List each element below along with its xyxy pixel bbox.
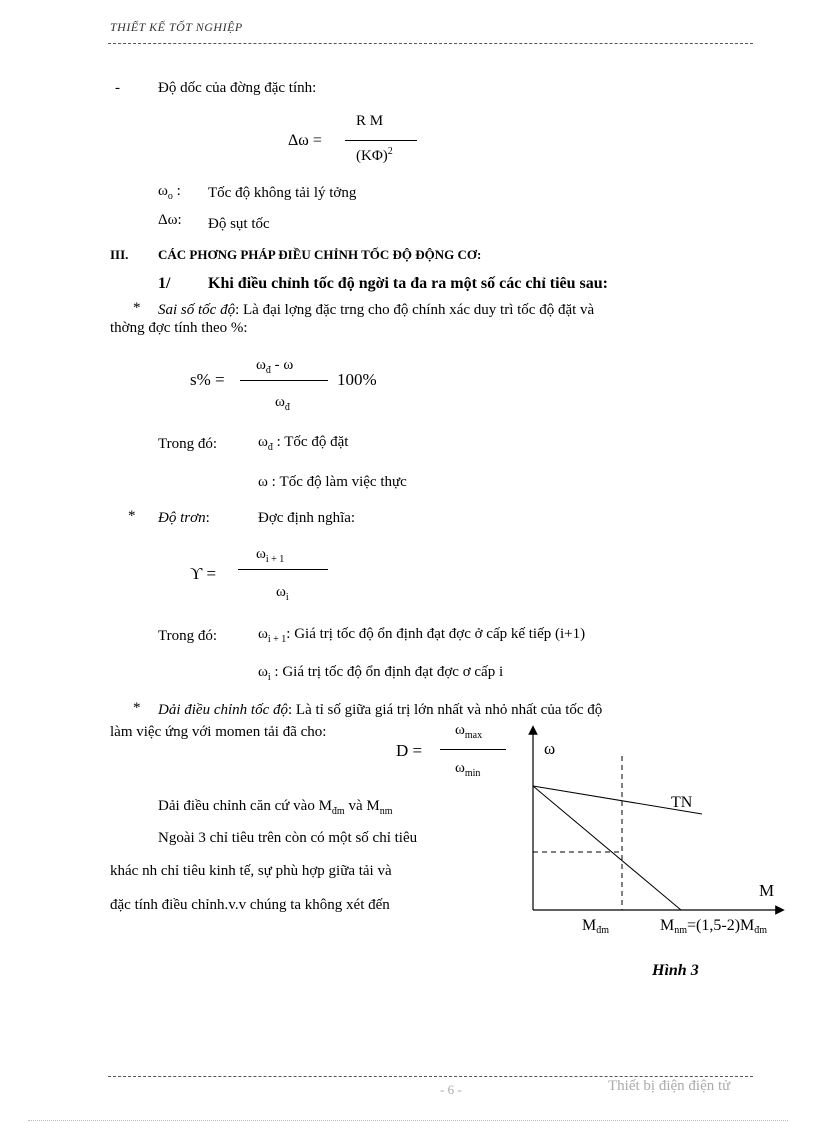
error-rhs: 100% xyxy=(337,370,377,389)
error-def-1-text: : Tốc độ đặt xyxy=(272,434,349,450)
section-title: CÁC PHƠNG PHÁP ĐIỀU CHỈNH TỐC ĐỘ ĐỘNG CƠ: xyxy=(158,247,482,262)
smooth-def-2-sub: i xyxy=(267,672,271,683)
error-fraction-line xyxy=(240,380,328,381)
smooth-where: Trong đó: xyxy=(158,628,218,644)
range-den-sub: min xyxy=(464,768,481,779)
range-den-sym: ω xyxy=(455,760,465,776)
error-def-1 xyxy=(258,434,348,453)
mnm-label-rest-sub: đm xyxy=(754,925,768,936)
smooth-denominator xyxy=(276,584,289,603)
error-den-sym: ω xyxy=(275,394,285,410)
def-omega0-sym: ω xyxy=(158,183,168,199)
range-num-sym: ω xyxy=(455,722,465,738)
error-text2: thờng đợc tính theo %: xyxy=(110,320,248,336)
error-text1: : Là đại lợng đặc trng cho độ chính xác duy trì tốc độ đặt và xyxy=(235,302,595,318)
slope-den-exp: 2 xyxy=(387,146,393,157)
footer-rule xyxy=(108,1076,753,1077)
para-line4: đặc tính điều chỉnh.v.v chúng ta không xét đến xyxy=(110,897,390,913)
para-p1-mid: và M xyxy=(344,798,380,814)
def-deltaomega xyxy=(158,212,182,229)
subsection-title: Khi điều chỉnh tốc độ ngời ta đa ra một số các chỉ tiêu sau: xyxy=(208,275,608,292)
range-num-sub: max xyxy=(464,730,483,741)
def-omega0-text: Tốc độ không tải lý tởng xyxy=(208,185,357,201)
slope-fraction-line xyxy=(345,140,417,141)
def-deltaomega-sym: Δω xyxy=(158,212,178,228)
error-line1 xyxy=(158,302,594,319)
section-number: III. xyxy=(110,247,129,262)
error-lhs: s% = xyxy=(190,370,225,389)
range-denominator xyxy=(455,760,480,779)
smooth-def-2 xyxy=(258,664,503,683)
def-deltaomega-text: Độ sụt tốc xyxy=(208,216,270,232)
range-numerator xyxy=(455,722,482,741)
figure-graph xyxy=(500,722,800,967)
def-omega0-suffix: : xyxy=(172,183,181,199)
error-num-rest: - ω xyxy=(270,357,294,373)
error-num-sym: ω xyxy=(256,357,266,373)
y-axis-label: ω xyxy=(544,739,556,758)
smooth-num-sub: i + 1 xyxy=(265,554,285,565)
error-numerator xyxy=(256,357,293,376)
error-def-1-sub: đ xyxy=(267,442,273,453)
range-text1: : Là tỉ số giữa giá trị lớn nhất và nhỏ nhất của tốc độ xyxy=(287,702,603,718)
para-line2: Ngoài 3 chỉ tiêu trên còn có một số chỉ tiêu xyxy=(158,830,418,846)
smooth-lhs: ϒ = xyxy=(190,564,217,583)
mdm-label-sub: đm xyxy=(596,925,610,936)
smooth-term-line xyxy=(158,510,210,527)
para-line1 xyxy=(158,798,392,817)
error-term: Sai số tốc độ xyxy=(158,302,236,318)
slope-denominator xyxy=(356,146,393,165)
mdm-label xyxy=(582,917,609,936)
smooth-den-sym: ω xyxy=(276,584,286,600)
mnm-label-rest: =(1,5-2)M xyxy=(687,917,755,934)
header-rule xyxy=(108,43,753,44)
slope-bullet: - xyxy=(115,80,120,96)
subsection-number: 1/ xyxy=(158,275,171,292)
smooth-def-2-sym: ω xyxy=(258,664,268,680)
error-def-1-sym: ω xyxy=(258,434,268,450)
smooth-fraction-line xyxy=(238,569,328,570)
smooth-def-1-sub: i + 1 xyxy=(267,634,287,645)
smooth-numerator xyxy=(256,546,284,565)
range-lhs: D = xyxy=(396,741,423,760)
mnm-label-m: M xyxy=(660,917,675,934)
smooth-def-2-text: : Giá trị tốc độ ổn định đạt đợc ơ cấp i xyxy=(270,664,504,680)
error-def-2-sym: ω xyxy=(258,474,268,490)
smooth-suffix: : xyxy=(205,510,210,526)
error-def-2 xyxy=(258,474,407,491)
slope-numerator: R M xyxy=(356,113,384,129)
x-axis-label: M xyxy=(759,881,775,900)
mdm-label-m: M xyxy=(582,917,597,934)
range-fraction-line xyxy=(440,749,506,750)
def-omega0-sub: o xyxy=(167,191,173,202)
footer-page-number: - 6 - xyxy=(440,1082,462,1097)
smooth-term: Độ trơn xyxy=(158,510,206,526)
range-text2: làm việc ứng với momen tải đã cho: xyxy=(110,724,327,740)
range-star: * xyxy=(133,700,141,716)
smooth-star: * xyxy=(128,508,136,524)
range-term: Dải điều chỉnh tốc độ xyxy=(158,702,288,718)
smooth-den-sub: i xyxy=(285,592,289,603)
error-where: Trong đó: xyxy=(158,436,218,452)
smooth-def-1-text: : Giá trị tốc độ ổn định đạt đợc ở cấp kế tiếp (i+1) xyxy=(286,626,586,642)
def-deltaomega-suffix: : xyxy=(177,212,182,228)
error-denominator xyxy=(275,394,290,413)
para-p1-sub2: nm xyxy=(379,806,393,817)
tn-label: TN xyxy=(671,794,693,811)
slope-label: Độ dốc của đờng đặc tính: xyxy=(158,80,317,96)
para-p1-pre: Dải điều chỉnh căn cứ vào M xyxy=(158,798,332,814)
header-title: THIẾT KẾ TỐT NGHIỆP xyxy=(110,20,243,34)
error-def-2-text: : Tốc độ làm việc thực xyxy=(267,474,407,490)
regulated-line xyxy=(533,786,681,910)
smooth-def-1 xyxy=(258,626,585,645)
para-line3: khác nh chỉ tiêu kinh tế, sự phù hợp giữa tải và xyxy=(110,863,392,879)
smooth-num-sym: ω xyxy=(256,546,266,562)
error-den-sub: đ xyxy=(284,402,290,413)
def-omega0 xyxy=(158,183,181,202)
smooth-def-1-sym: ω xyxy=(258,626,268,642)
mnm-label xyxy=(660,917,767,936)
error-star: * xyxy=(133,300,141,316)
bottom-dotted-border xyxy=(28,1120,788,1121)
range-line1 xyxy=(158,702,602,719)
mnm-label-sub: nm xyxy=(674,925,688,936)
figure-caption: Hình 3 xyxy=(652,962,699,979)
error-num-sub: đ xyxy=(265,365,271,376)
slope-den-base: (KΦ) xyxy=(356,148,388,164)
para-p1-sub1: đm xyxy=(331,806,345,817)
slope-lhs: Δω = xyxy=(288,132,322,149)
smooth-text: Đợc định nghĩa: xyxy=(258,510,356,526)
footer-right-text: Thiết bị điện điện tử xyxy=(608,1078,731,1094)
